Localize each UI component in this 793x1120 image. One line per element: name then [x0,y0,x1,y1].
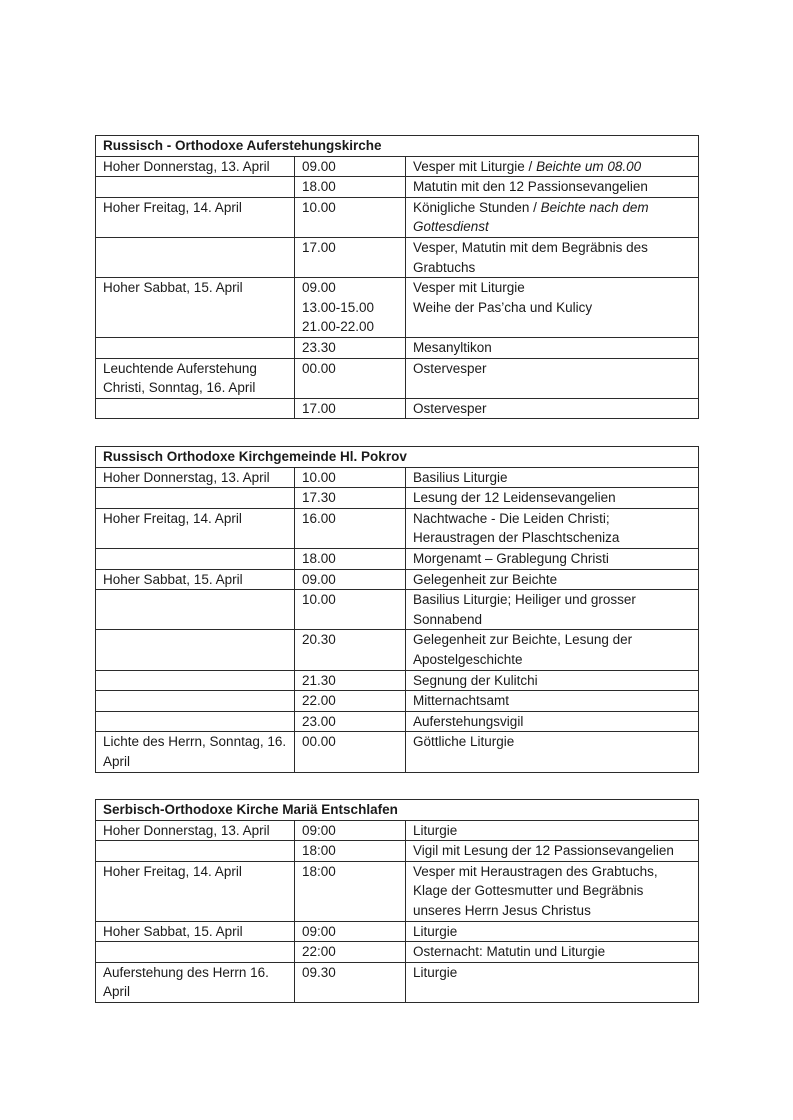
day-cell [96,488,295,509]
table-row [96,337,699,358]
table-row [96,508,699,548]
table-row [96,488,699,509]
event-cell: Basilius Liturgie [406,467,699,488]
time-cell: 23.30 [295,337,406,358]
day-cell: Hoher Freitag, 14. April [96,861,295,921]
event-cell: Lesung der 12 Leidensevangelien [406,488,699,509]
table-header-row [96,447,699,468]
table-row [96,921,699,942]
table-row [96,548,699,569]
event-cell: Matutin mit den 12 Passionsevangelien [406,177,699,198]
day-cell: Hoher Sabbat, 15. April [96,921,295,942]
event-cell: Vigil mit Lesung der 12 Passionsevangelien [406,841,699,862]
day-cell [96,398,295,419]
time-cell: 18.00 [295,177,406,198]
table-row [96,177,699,198]
time-cell: 10.00 [295,590,406,630]
table-row [96,711,699,732]
table-row [96,861,699,921]
schedule-table-serbisch [95,799,699,1003]
day-cell [96,177,295,198]
time-cell [295,278,406,338]
day-cell: Hoher Donnerstag, 13. April [96,467,295,488]
day-cell: Hoher Sabbat, 15. April [96,569,295,590]
table-row [96,398,699,419]
day-cell: Hoher Donnerstag, 13. April [96,156,295,177]
time-cell: 22:00 [295,942,406,963]
time-cell: 17.00 [295,398,406,419]
event-cell: Mitternachtsamt [406,691,699,712]
table-title: Serbisch-Orthodoxe Kirche Mariä Entschlafen [96,800,699,821]
time-cell: 00.00 [295,732,406,772]
day-cell: Lichte des Herrn, Sonntag, 16. April [96,732,295,772]
time-cell: 09.00 [295,569,406,590]
event-note: Beichte um 08.00 [536,158,642,174]
day-cell [96,711,295,732]
time-cell: 18.00 [295,548,406,569]
event-cell: Vesper, Matutin mit dem Begräbnis des Grabtuchs [406,237,699,277]
event-cell: Gelegenheit zur Beichte [406,569,699,590]
table-row [96,156,699,177]
event-cell: Segnung der Kulitchi [406,670,699,691]
day-cell [96,841,295,862]
table-row [96,841,699,862]
event-text: Vesper mit Liturgie / [413,158,537,174]
time-cell: 09.00 [295,156,406,177]
time-cell: 17.00 [295,237,406,277]
event-text: Weihe der Pas’cha und Kulicy [413,299,593,315]
table-title: Russisch Orthodoxe Kirchgemeinde Hl. Pokrov [96,447,699,468]
event-cell: Liturgie [406,921,699,942]
table-row [96,467,699,488]
table-row [96,691,699,712]
time-cell: 21.30 [295,670,406,691]
event-cell: Liturgie [406,962,699,1002]
time-value: 13.00-15.00 [302,299,375,315]
event-cell: Ostervesper [406,358,699,398]
day-cell: Auferstehung des Herrn 16. April [96,962,295,1002]
table-header-row [96,800,699,821]
table-header-row [96,136,699,157]
time-cell: 20.30 [295,630,406,670]
day-cell [96,590,295,630]
time-cell: 00.00 [295,358,406,398]
table-row [96,237,699,277]
time-cell: 09.30 [295,962,406,1002]
event-cell: Göttliche Liturgie [406,732,699,772]
day-cell: Hoher Sabbat, 15. April [96,278,295,338]
time-cell: 10.00 [295,467,406,488]
time-cell: 18:00 [295,841,406,862]
time-cell: 17.30 [295,488,406,509]
day-cell [96,942,295,963]
day-cell [96,691,295,712]
event-text: Königliche Stunden / [413,199,541,215]
table-row [96,732,699,772]
table-row [96,962,699,1002]
day-cell [96,670,295,691]
day-cell: Hoher Freitag, 14. April [96,197,295,237]
time-cell: 16.00 [295,508,406,548]
event-text: Vesper mit Liturgie [413,280,525,296]
event-cell: Mesanyltikon [406,337,699,358]
event-cell: Nachtwache - Die Leiden Christi; Heraustragen der Plaschtscheniza [406,508,699,548]
table-row [96,630,699,670]
event-cell: Auferstehungsvigil [406,711,699,732]
event-cell [406,278,699,338]
table-row [96,942,699,963]
time-value: 09.00 [302,280,336,296]
time-cell: 18:00 [295,861,406,921]
day-cell: Hoher Donnerstag, 13. April [96,820,295,841]
table-row [96,670,699,691]
event-cell: Gelegenheit zur Beichte, Lesung der Apostelgeschichte [406,630,699,670]
day-cell [96,337,295,358]
time-cell: 09:00 [295,921,406,942]
time-cell: 09:00 [295,820,406,841]
time-cell: 10.00 [295,197,406,237]
schedule-table-pokrov [95,446,699,773]
event-cell: Osternacht: Matutin und Liturgie [406,942,699,963]
table-row [96,569,699,590]
table-row [96,820,699,841]
event-cell: Morgenamt – Grablegung Christi [406,548,699,569]
time-cell: 23.00 [295,711,406,732]
time-cell: 22.00 [295,691,406,712]
table-row [96,590,699,630]
event-cell [406,197,699,237]
table-row [96,197,699,237]
event-note: Beichte nach dem Gottesdienst [413,199,649,235]
table-row [96,278,699,338]
event-cell [406,156,699,177]
table-row [96,358,699,398]
day-cell [96,630,295,670]
day-cell [96,237,295,277]
event-cell: Vesper mit Heraustragen des Grabtuchs, Klage der Gottesmutter und Begräbnis unseres Herrn Jesus Christus [406,861,699,921]
event-cell: Liturgie [406,820,699,841]
schedule-table-auferstehungskirche [95,135,699,419]
event-cell: Ostervesper [406,398,699,419]
table-title: Russisch - Orthodoxe Auferstehungskirche [96,136,699,157]
day-cell: Leuchtende Auferstehung Christi, Sonntag, 16. April [96,358,295,398]
time-value: 21.00-22.00 [302,319,375,335]
day-cell [96,548,295,569]
day-cell: Hoher Freitag, 14. April [96,508,295,548]
event-cell: Basilius Liturgie; Heiliger und grosser Sonnabend [406,590,699,630]
